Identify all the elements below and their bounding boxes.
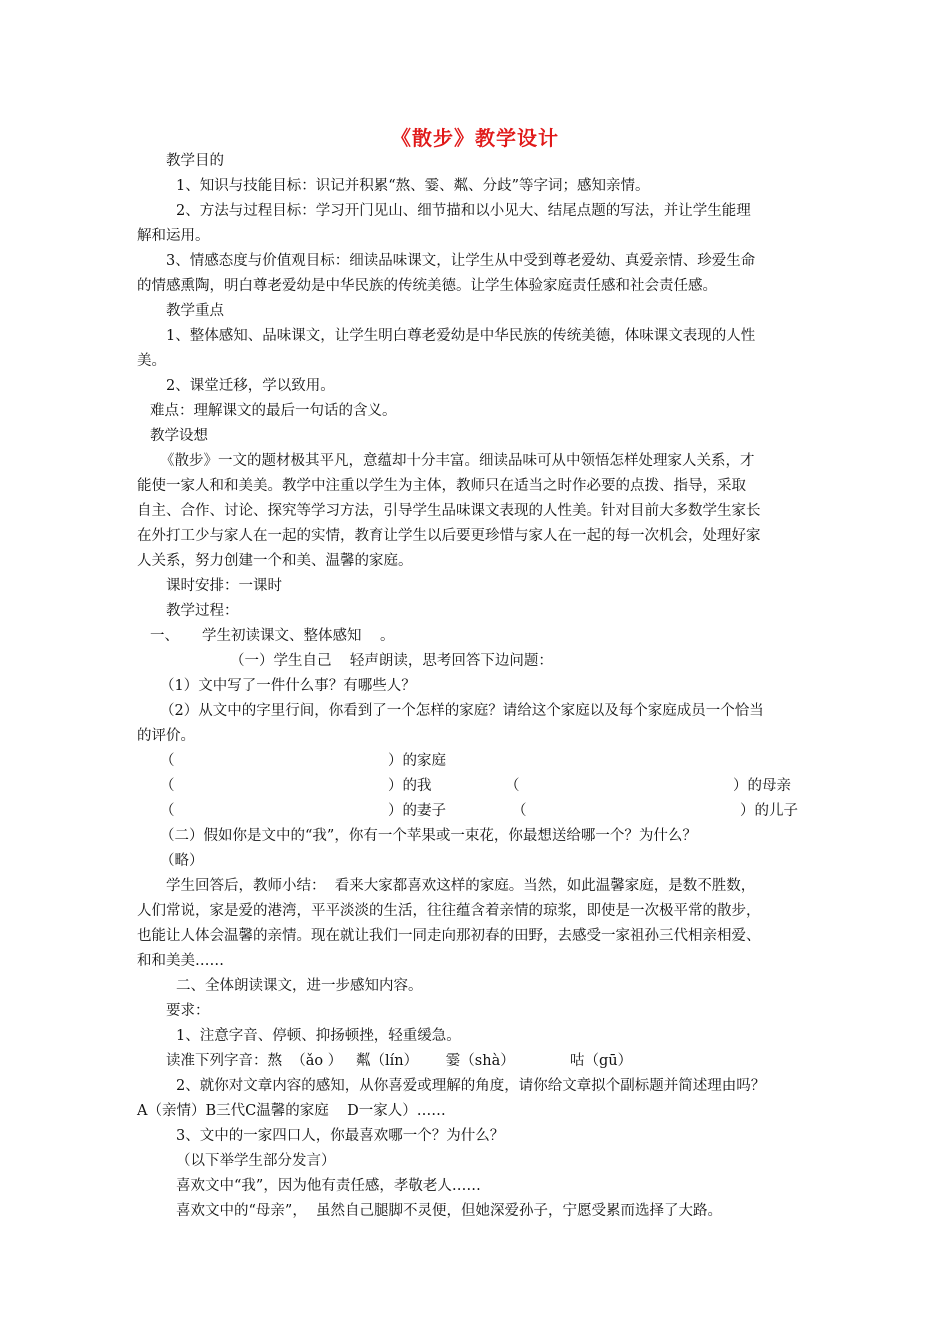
paragraph-line: 在外打工少与家人在一起的实情，教育让学生以后要更珍惜与家人在一起的每一次机会，处理好家 [137, 528, 761, 544]
blank-label: ）的妻子 [388, 803, 446, 819]
paragraph-line: 能使一家人和和美美。教学中注重以学生为主体，教师只在适当之时作必要的点拨、指导，采取 [137, 478, 746, 494]
question-line: （二）假如你是文中的“我”，你有一个苹果或一束花，你最想送给哪一个？为什么？ [160, 828, 697, 844]
paragraph-line: 美。 [137, 353, 166, 369]
paragraph-line: A（亲情）B三代C温馨的家庭 D一家人）…… [137, 1103, 446, 1119]
blank-open: （ [160, 753, 175, 769]
paragraph-line: 2、课堂迁移，学以致用。 [166, 378, 335, 394]
paragraph-line: （略） [160, 853, 204, 869]
paragraph-line: 自主、合作、讨论、探究等学习方法，引导学生品味课文表现的人性美。针对目前大多数学生家长 [137, 503, 761, 519]
pronunciation-line: 读准下列字音：熬 （ǎo ） 粼（lín） 霎（shà） 咕（gū） [166, 1053, 633, 1069]
paragraph-line: 2、方法与过程目标：学习开门见山、细节描和以小见大、结尾点题的写法，并让学生能理 [176, 203, 751, 219]
paragraph-line: 难点：理解课文的最后一句话的含义。 [150, 403, 397, 419]
paragraph-line: 3、文中的一家四口人，你最喜欢哪一个？为什么？ [176, 1128, 505, 1144]
paragraph-line: 2、就你对文章内容的感知，从你喜爱或理解的角度，请你给文章拟个副标题并简述理由吗？ [176, 1078, 766, 1094]
paragraph-line: 喜欢文中的“母亲”， 虽然自己腿脚不灵便，但她深爱孙子，宁愿受累而选择了大路。 [176, 1203, 723, 1219]
paragraph-line: 1、整体感知、品味课文，让学生明白尊老爱幼是中华民族的传统美德，体味课文表现的人性 [166, 328, 756, 344]
paragraph-line: 人关系，努力创建一个和美、温馨的家庭。 [137, 553, 413, 569]
question-line: （2）从文中的字里行间，你看到了一个怎样的家庭？请给这个家庭以及每个家庭成员一个恰当 [160, 703, 764, 719]
paragraph-line: 也能让人体会温馨的亲情。现在就让我们一同走向那初春的田野，去感受一家祖孙三代相亲相爱、 [137, 928, 761, 944]
paragraph-line: 3、情感态度与价值观目标：细读品味课文，让学生从中受到尊老爱幼、真爱亲情、珍爱生命 [166, 253, 756, 269]
section-heading: 二、全体朗读课文，进一步感知内容。 [176, 978, 423, 994]
paragraph-line: 喜欢文中“我”，因为他有责任感，孝敬老人…… [176, 1178, 481, 1194]
document-title: 《散步》教学设计 [391, 126, 559, 150]
blank-open: （ [160, 803, 175, 819]
paragraph-line: 和和美美…… [137, 953, 224, 969]
subsection-heading: （一）学生自己 轻声朗读，思考回答下边问题： [230, 653, 553, 669]
blank-open: （ [160, 778, 175, 794]
question-line: （1）文中写了一件什么事？有哪些人？ [160, 678, 416, 694]
paragraph-line: 的情感熏陶，明白尊老爱幼是中华民族的传统美德。让学生体验家庭责任感和社会责任感。 [137, 278, 717, 294]
blank-label: ）的儿子 [740, 803, 798, 819]
heading-key-points: 教学重点 [166, 303, 224, 319]
blank-open: （ [512, 803, 527, 819]
paragraph-line: 《散步》一文的题材极其平凡，意蕴却十分丰富。细读品味可从中领悟怎样处理家人关系，才 [160, 453, 755, 469]
blank-label: ）的家庭 [388, 753, 446, 769]
question-line: 的评价。 [137, 728, 195, 744]
blank-label: ）的母亲 [733, 778, 791, 794]
paragraph-line: 要求： [166, 1003, 210, 1019]
paragraph-line: 1、注意字音、停顿、抑扬顿挫，轻重缓急。 [176, 1028, 461, 1044]
blank-label: ）的我 [388, 778, 432, 794]
heading-teaching-plan: 教学设想 [150, 428, 208, 444]
blank-open: （ [505, 778, 520, 794]
paragraph-line: 1、知识与技能目标：识记并积累“熬、霎、粼、分歧”等字词；感知亲情。 [176, 178, 650, 194]
paragraph-line: （以下举学生部分发言） [176, 1153, 336, 1169]
heading-objectives: 教学目的 [166, 153, 224, 169]
heading-process: 教学过程： [166, 603, 239, 619]
paragraph-line: 课时安排：一课时 [166, 578, 282, 594]
paragraph-line: 人们常说，家是爱的港湾，平平淡淡的生活，往往蕴含着亲情的琼浆，即使是一次极平常的散步， [137, 903, 761, 919]
paragraph-line: 学生回答后，教师小结： 看来大家都喜欢这样的家庭。当然，如此温馨家庭，是数不胜数， [166, 878, 756, 894]
paragraph-line: 解和运用。 [137, 228, 210, 244]
section-heading: 一、 学生初读课文、整体感知 。 [150, 628, 395, 644]
